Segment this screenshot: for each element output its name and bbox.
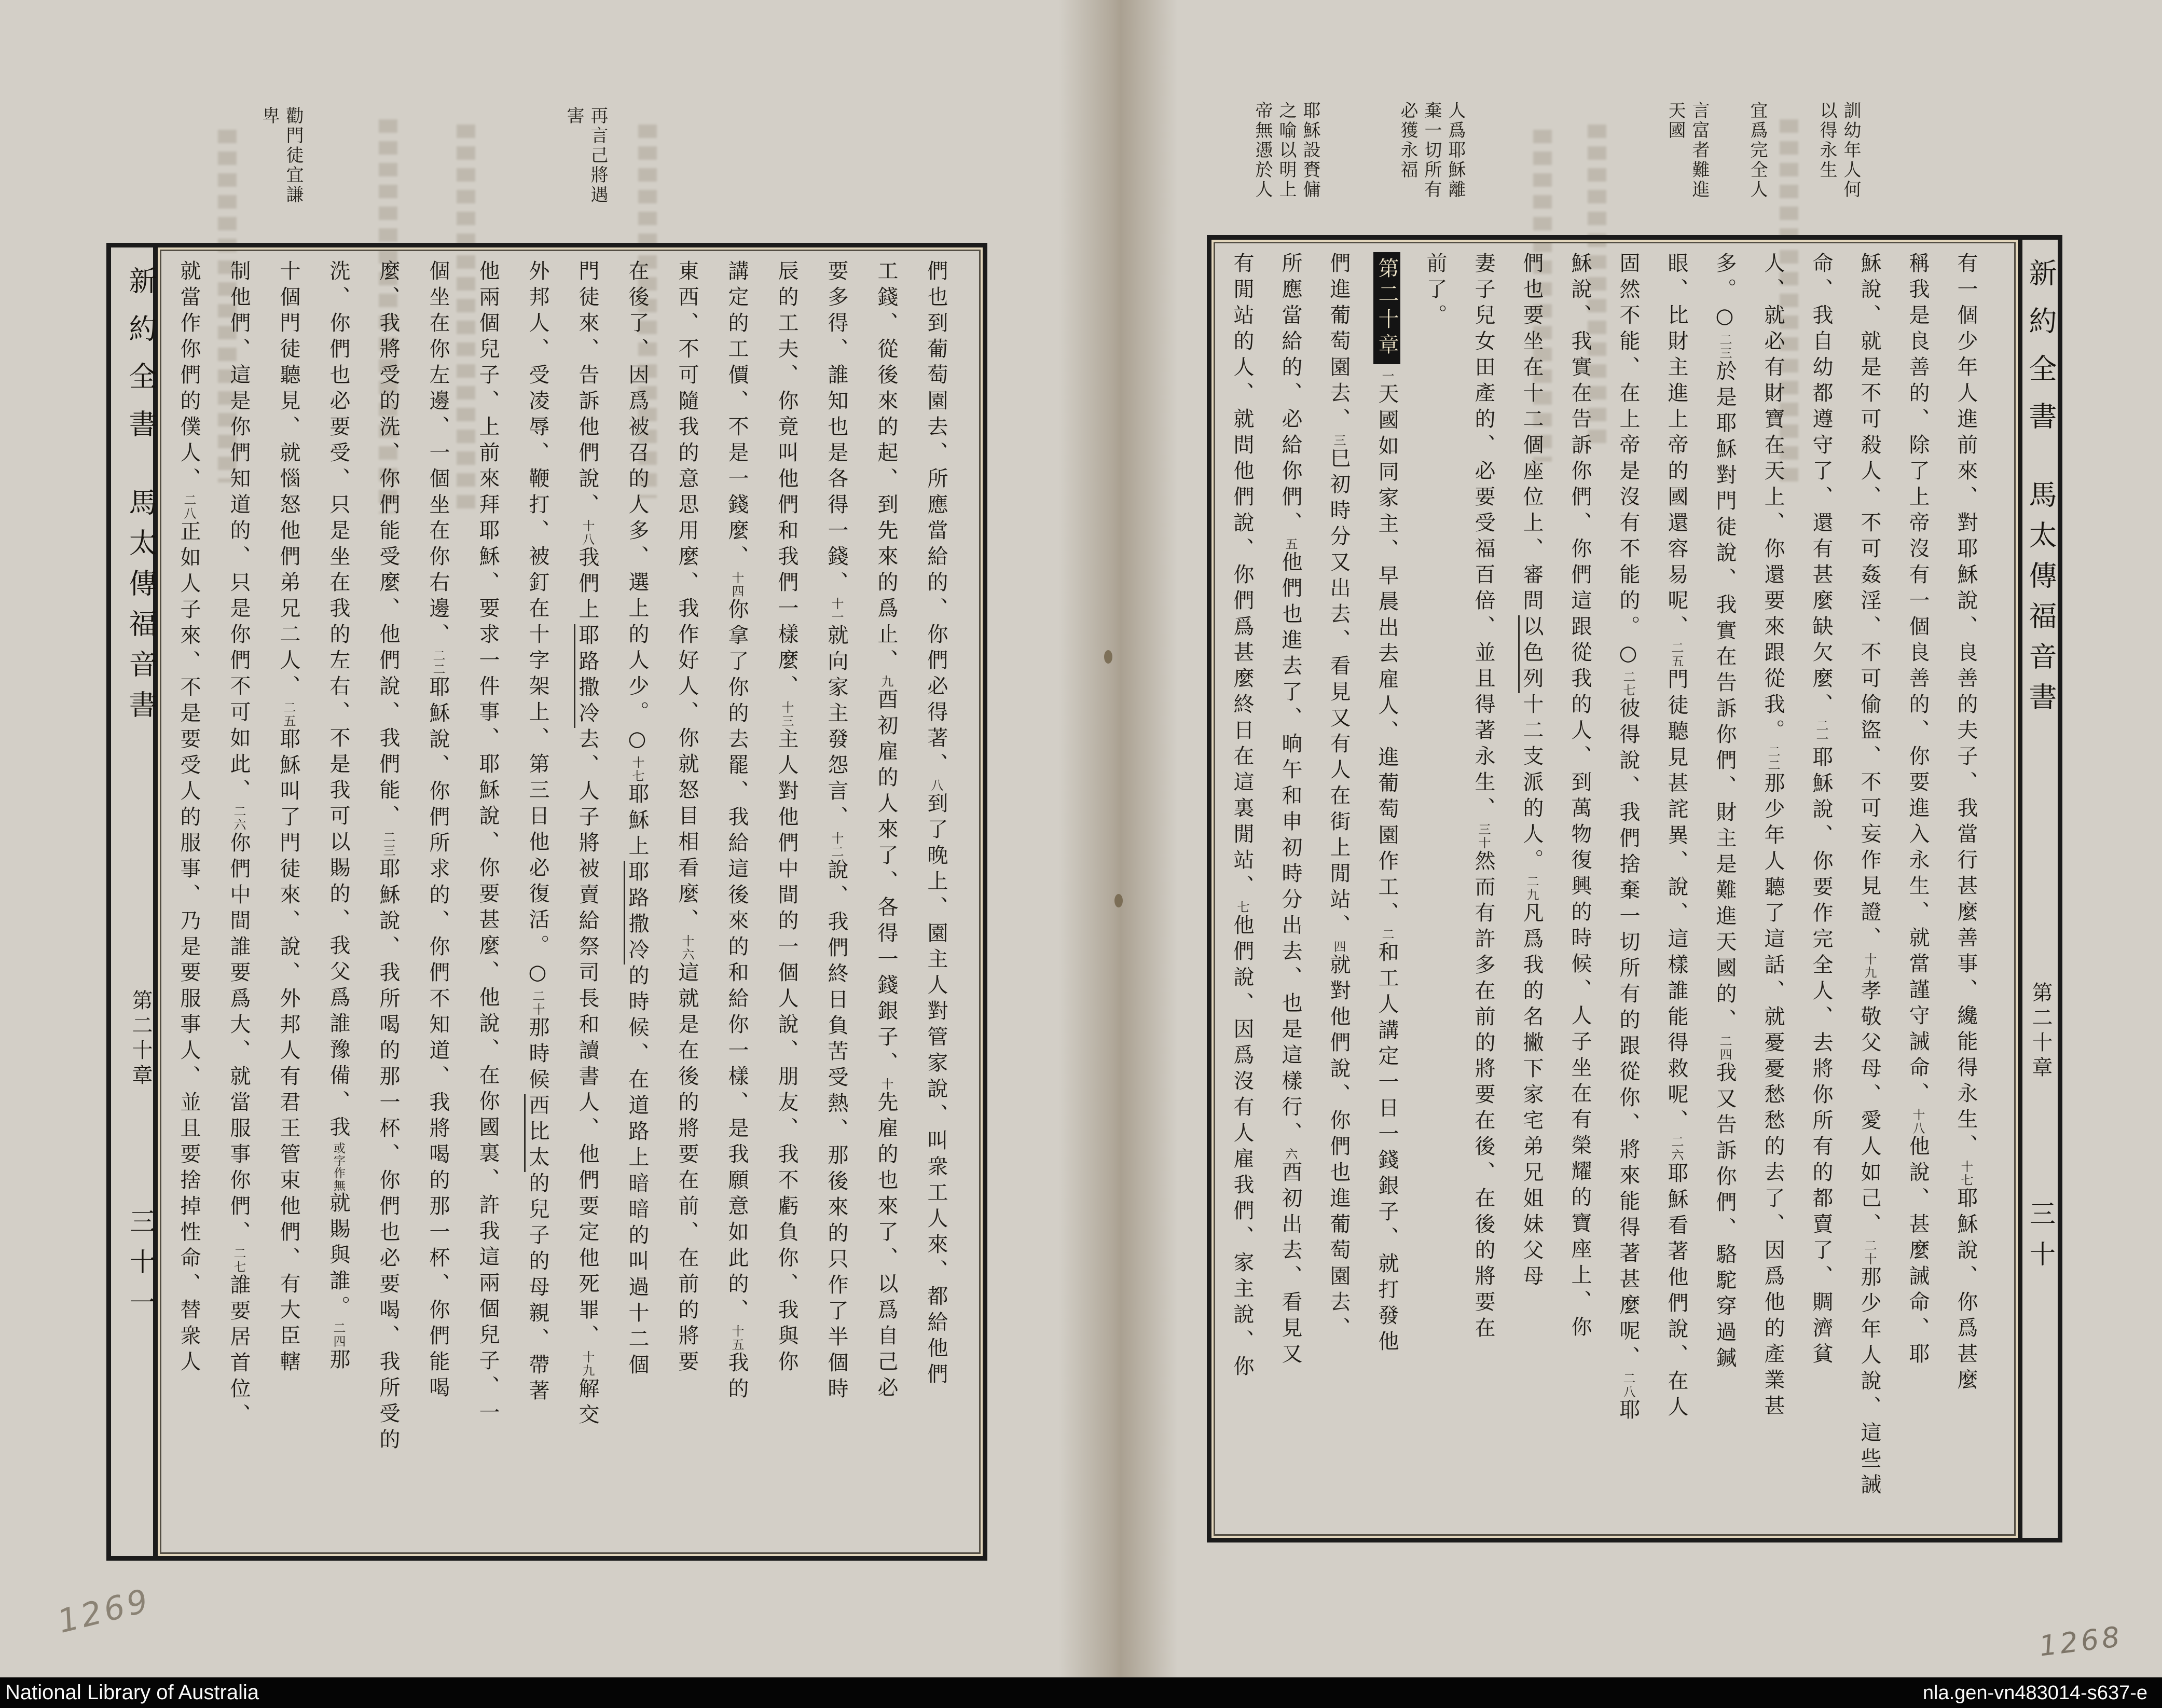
text-column — [612, 260, 662, 1544]
verse-number: 二五 — [281, 701, 296, 728]
verse-number: 二二 — [1766, 745, 1780, 772]
text-run: 天國如同家主、早晨出去雇人、進葡萄園作工、 — [1375, 383, 1399, 928]
text-run: 我們上 — [575, 546, 599, 624]
verse-number: 四 — [1331, 940, 1346, 954]
text-column — [1507, 252, 1555, 1525]
text-run: 工錢、從後來的起、到先來的爲止、 — [874, 260, 898, 675]
text-run: 去、人子將被賣給祭司長和讀書人、他們要定他死罪、 — [575, 728, 599, 1351]
text-run: 們進葡萄園去、 — [1327, 252, 1351, 434]
text-column — [313, 260, 363, 1544]
right-margin-title-column — [2013, 235, 2062, 1542]
text-column — [1797, 252, 1845, 1525]
text-column — [911, 260, 961, 1544]
text-run: 東西、不可隨我的意思用麼、我作好人、你就怒目相看麼、 — [675, 260, 699, 934]
text-run: 眼、比財主進上帝的國還容易呢、 — [1664, 252, 1688, 641]
text-run: 要多得、誰知也是各得一錢、 — [824, 260, 848, 597]
text-column — [1218, 252, 1266, 1525]
verse-number: 十三 — [779, 701, 794, 728]
text-column — [1941, 252, 1990, 1525]
text-run: 洗、你們也必要受、只是坐在我的左右、不是我可以賜的、我父爲誰豫備、我 — [326, 260, 350, 1142]
chapter-label: 第二十章 — [2029, 982, 2053, 1081]
proper-name: 西比太 — [524, 1094, 549, 1172]
text-run: 耶穌叫了門徒來、說、外邦人有君王管束他們、有大臣轄 — [277, 728, 300, 1376]
verse-number: 三 — [1331, 434, 1346, 447]
text-run: 講定的工價、不是一錢麼、 — [725, 260, 749, 571]
text-run: 他們說、因爲沒有人雇我們、家主說、你 — [1230, 914, 1254, 1381]
verse-number: 二十 — [530, 989, 545, 1016]
text-run: 門徒聽見甚詫異、說、這樣誰能得救呢、 — [1664, 668, 1688, 1135]
section-summary-note: 言富者難進天國 — [1665, 101, 1710, 200]
text-run: 先雇的也來了、以爲自己必 — [874, 1091, 898, 1402]
text-run: 那時候 — [526, 1016, 549, 1094]
text-column — [513, 260, 562, 1544]
verse-number: 二七 — [231, 1247, 246, 1274]
proper-name: 以色列 — [1518, 615, 1544, 693]
section-summary-note: 人爲耶穌離棄一切所有必獲永福 — [1397, 101, 1466, 200]
catalogue-id-label: nla.gen-vn483014-s637-e — [1922, 1682, 2147, 1704]
text-run: 個坐在你左邊、一個坐在你右邊、 — [426, 260, 450, 649]
text-column — [1314, 252, 1362, 1525]
library-name-label: National Library of Australia — [5, 1681, 259, 1704]
text-run: 耶穌說、你要作完全人、去將你所有的都賣了、賙濟貧 — [1809, 746, 1833, 1369]
text-column — [1700, 252, 1748, 1525]
text-column — [1652, 252, 1700, 1525]
text-run: 外邦人、受凌辱、鞭打、被釘在十字架上、第三日他必復活。○ — [526, 260, 549, 989]
text-run: 們也到葡萄園去、所應當給的、你們必得著、 — [924, 260, 948, 779]
chapter-label: 第二十章 — [129, 989, 153, 1089]
text-column — [1411, 252, 1459, 1525]
text-run: 穌說、就是不可殺人、不可姦淫、不可偷盜、不可妄作見證、 — [1857, 252, 1881, 953]
text-run: 我的 — [725, 1352, 749, 1403]
verse-number: 十一 — [829, 597, 844, 624]
text-column — [264, 260, 313, 1544]
text-run: 主人對他們中間的一個人說、朋友、我不虧負你、我與你 — [775, 728, 798, 1376]
verse-number: 二八 — [182, 493, 196, 520]
verse-number: 二三 — [1717, 333, 1732, 360]
verse-number: 二六 — [1669, 1135, 1684, 1162]
text-column — [1893, 252, 1941, 1525]
text-run: 耶穌上 — [625, 783, 649, 861]
text-run: 就賜與誰。 — [326, 1192, 350, 1321]
text-run: 巳初時分又出去、看見又有人在街上閒站、 — [1327, 447, 1351, 940]
verse-number: 五 — [1283, 538, 1298, 551]
proper-name: 耶路撒冷 — [624, 861, 649, 965]
verse-number: 十四 — [729, 571, 744, 598]
text-run: 你們中間誰要爲大、就當服事你們、 — [227, 832, 251, 1247]
text-run: 多。○ — [1713, 252, 1737, 333]
binding-stitch — [1104, 650, 1112, 664]
text-column — [1266, 252, 1314, 1525]
binding-gutter — [1058, 0, 1178, 1677]
section-summary-note: 訓幼年人何以得永生 — [1816, 101, 1861, 200]
left-page-text-block — [158, 247, 967, 1556]
verse-number: 十九 — [1862, 953, 1877, 980]
text-run: 前了。 — [1423, 252, 1447, 330]
right-page-frame — [1207, 235, 2022, 1542]
text-run: 那少年人說、這些誡 — [1857, 1266, 1881, 1499]
text-run: 就對他們說、你們也進葡萄園去、 — [1327, 954, 1351, 1343]
page-number: 三十一 — [126, 1208, 156, 1329]
verse-number: 十五 — [729, 1325, 744, 1352]
verse-number: 十八 — [580, 519, 595, 546]
text-column — [164, 260, 214, 1544]
proper-name: 耶路撒冷 — [574, 624, 599, 728]
verse-number: 二 — [1380, 928, 1394, 941]
text-run: 他兩個兒子、上前來拜耶穌、要求一件事、耶穌說、你要甚麼、他說、在你國裏、許我這兩個兒子、一 — [476, 260, 500, 1427]
text-run: 和工人講定一日一錢銀子、就打發他 — [1375, 941, 1399, 1356]
text-column — [1555, 252, 1604, 1525]
text-run: 凡爲我的名撇下家宅弟兄姐妹父母 — [1520, 902, 1544, 1291]
library-watermark-bar — [0, 1677, 2162, 1708]
text-run: 妻子兒女田產的、必要受福百倍、並且得著永生、 — [1471, 252, 1495, 823]
pencil-page-number-left: 1269 — [53, 1581, 155, 1641]
pencil-page-number-right: 1268 — [2037, 1620, 2125, 1663]
right-page-text-block — [1211, 240, 1996, 1538]
text-column — [1845, 252, 1893, 1525]
text-run: 彼得說、我們捨棄一切所有的跟從你、將來能得著甚麼呢、 — [1616, 697, 1640, 1372]
text-run: 固然不能、在上帝是沒有不能的。○ — [1616, 252, 1640, 670]
text-run: 就當作你們的僕人、 — [177, 260, 201, 493]
left-margin-title — [111, 247, 158, 1556]
binding-stitch — [1114, 894, 1123, 907]
verse-number: 十八 — [1910, 1108, 1925, 1135]
left-page-frame — [153, 243, 987, 1561]
book-title: 新約全書 — [2025, 258, 2057, 449]
text-run: 十二支派的人。 — [1520, 693, 1544, 875]
section-summary-note: 宜爲完全人 — [1747, 101, 1768, 200]
verse-number: 一 — [1380, 369, 1394, 383]
section-title: 馬太傳福音書 — [125, 488, 157, 731]
text-run: 到了晚上、園主人對管家說、叫衆工人來、都給他們 — [924, 792, 948, 1389]
text-run: 耶 — [1616, 1399, 1640, 1425]
text-run: 這就是在後的將要在前、在前的將要 — [675, 961, 699, 1376]
text-column — [1604, 252, 1652, 1525]
text-run: 命、我自幼都遵守了、還有甚麼缺欠麼、 — [1809, 252, 1833, 719]
verse-number: 二十 — [1862, 1239, 1877, 1266]
text-column — [712, 260, 762, 1544]
text-column — [662, 260, 712, 1544]
text-run: 酉初出去、看見又 — [1278, 1161, 1302, 1369]
verse-number: 二二 — [431, 649, 445, 676]
text-run: 他說、甚麼誡命、耶 — [1906, 1135, 1930, 1369]
verse-number: 八 — [929, 779, 943, 792]
left-margin-title-column — [106, 243, 158, 1561]
text-column — [214, 260, 264, 1544]
text-column — [1362, 252, 1411, 1525]
verse-number: 七 — [1235, 901, 1249, 914]
text-column — [861, 260, 911, 1544]
chapter-heading-label: 第二十章 — [1373, 252, 1400, 364]
text-run: 他們也進去了、晌午和申初時分出去、也是這樣行、 — [1278, 551, 1302, 1148]
text-run: 我又告訴你們、駱駝穿過鍼 — [1713, 1062, 1737, 1373]
section-summary-note: 耶穌設賚傭之喻以明上帝無慿於人 — [1252, 101, 1320, 200]
verse-number: 十九 — [580, 1351, 595, 1378]
text-run: 麼、我將受的洗、你們能受麼、他們說、我們能、 — [376, 260, 400, 831]
verse-number: 十七 — [1959, 1160, 1973, 1187]
text-run: 所應當給的、必給你們、 — [1278, 252, 1302, 538]
text-run: 誰要居首位、 — [227, 1274, 251, 1429]
text-column — [811, 260, 861, 1544]
text-run: 有閒站的人、就問他們說、你們爲甚麼終日在這裏閒站、 — [1230, 252, 1254, 901]
verse-number: 十七 — [630, 756, 644, 783]
verse-number: 十二 — [829, 832, 844, 859]
verse-number: 二八 — [1621, 1372, 1635, 1399]
page-number: 三十 — [2026, 1200, 2056, 1281]
text-column — [762, 260, 811, 1544]
text-column — [562, 260, 612, 1544]
verse-number: 二四 — [1717, 1035, 1732, 1062]
text-column — [413, 260, 463, 1544]
verse-number: 二三 — [381, 831, 395, 858]
text-column — [1748, 252, 1797, 1525]
text-run: 辰的工夫、你竟叫他們和我們一樣麼、 — [775, 260, 798, 701]
section-title: 馬太傳福音書 — [2025, 480, 2057, 723]
verse-number: 二一 — [1814, 719, 1828, 746]
text-run: 於是耶穌對門徒說、我實在告訴你們、財主是難進天國的、 — [1713, 360, 1737, 1035]
text-run: 門徒來、告訴他們說、 — [575, 260, 599, 519]
text-run: 酉初雇的人來了、各得一錢銀子、 — [874, 688, 898, 1078]
verse-number: 二六 — [231, 805, 246, 832]
verse-number: 二四 — [331, 1321, 346, 1348]
text-run: 那 — [326, 1348, 350, 1374]
text-run: 解交 — [575, 1378, 599, 1429]
verse-number: 六 — [1283, 1148, 1298, 1161]
text-column — [363, 260, 413, 1544]
text-run: 正如人子來、不是要受人的服事、乃是要服事人、並且要捨掉性命、替衆人 — [177, 520, 201, 1376]
text-run: 制他們、這是你們知道的、只是你們不可如此、 — [227, 260, 251, 805]
text-column — [1459, 252, 1507, 1525]
right-margin-title — [2013, 240, 2058, 1538]
variant-note: 或字作無 — [332, 1142, 345, 1192]
verse-number: 三十 — [1476, 823, 1491, 850]
text-run: 的時候、在道路上暗暗的叫過十二個 — [625, 965, 649, 1380]
verse-number: 十 — [879, 1078, 893, 1091]
section-summary-note: 再言己將遇害 — [563, 106, 608, 205]
verse-number: 二五 — [1669, 641, 1684, 668]
text-run: 十個門徒聽見、就惱怒他們弟兄二人、 — [277, 260, 300, 701]
text-run: 耶穌說、你爲甚麼 — [1954, 1187, 1978, 1395]
text-run: 那少年人聽了這話、就憂憂愁愁的去了、因爲他的產業甚 — [1761, 772, 1785, 1421]
book-title: 新約全書 — [125, 266, 157, 457]
text-run: 稱我是良善的、除了上帝沒有一個良善的、你要進入永生、就當謹守誡命、 — [1906, 252, 1930, 1108]
text-run: 穌說、我實在告訴你們、你們這跟從我的人、到萬物復興的時候、人子坐在有榮耀的寶座上、你 — [1568, 252, 1592, 1342]
text-run: 你拿了你的去罷、我給這後來的和給你一樣、是我願意如此的、 — [725, 598, 749, 1325]
text-run: 孝敬父母、愛人如己、 — [1857, 980, 1881, 1239]
text-run: 耶穌說、你們所求的、你們不知道、我將喝的那一杯、你們能喝 — [426, 676, 450, 1402]
text-run: 的兒子的母親、帶著 — [526, 1172, 549, 1406]
text-column — [463, 260, 513, 1544]
text-run: 就向家主發怨言、 — [824, 624, 848, 832]
verse-number: 十六 — [680, 934, 694, 961]
text-run: 在後了、因爲被召的人多、選上的人少。○ — [625, 260, 649, 756]
text-run: 然而有許多在前的將要在後、在後的將要在 — [1471, 850, 1495, 1343]
verse-number: 九 — [879, 675, 893, 688]
text-run: 人、就必有財寶在天上、你還要來跟從我。 — [1761, 252, 1785, 745]
verse-number: 二七 — [1621, 670, 1635, 697]
text-run: 耶穌看著他們說、在人 — [1664, 1162, 1688, 1422]
text-run: 說、我們終日負苦受熱、那後來的只作了半個時 — [824, 859, 848, 1403]
text-run: 耶穌說、我所喝的那一杯、你們也必要喝、我所受的 — [376, 858, 400, 1454]
verse-number: 二九 — [1524, 875, 1539, 902]
text-run: 有一個少年人進前來、對耶穌說、良善的夫子、我當行甚麼善事、纔能得永生、 — [1954, 252, 1978, 1160]
section-summary-note: 勸門徒宜謙卑 — [259, 106, 304, 205]
text-run: 們也要坐在十二個座位上、審問 — [1520, 252, 1544, 615]
